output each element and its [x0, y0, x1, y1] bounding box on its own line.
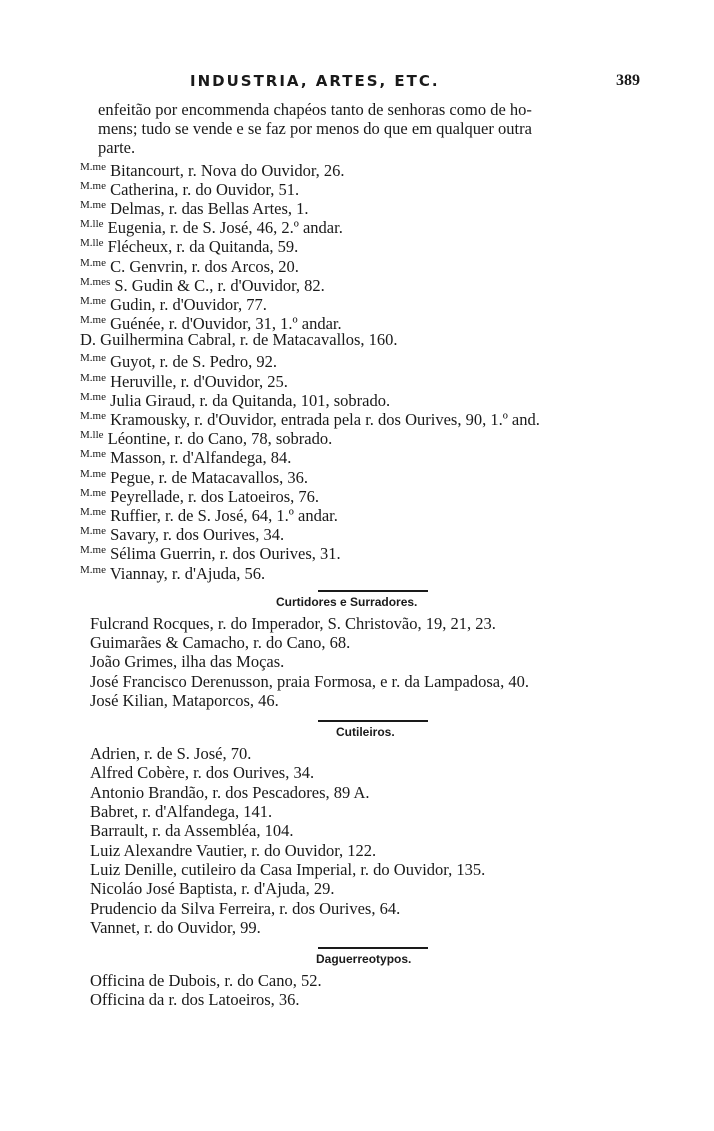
list-item: Officina da r. dos Latoeiros, 36.: [90, 990, 300, 1010]
honorific: M.me: [80, 314, 106, 327]
list-item: [80, 273, 650, 295]
honorific: M.me: [80, 467, 106, 480]
entry-text: Guyot, r. de S. Pedro, 92.: [110, 352, 277, 372]
milliner-list: [80, 158, 650, 583]
list-item: Guimarães & Camacho, r. do Cano, 68.: [90, 632, 351, 652]
section-list: [80, 744, 650, 937]
running-head-title: INDUSTRIA, ARTES, ETC.: [190, 72, 440, 90]
list-item: Vannet, r. do Ouvidor, 99.: [90, 917, 261, 937]
list-item: Nicoláo José Baptista, r. d'Ajuda, 29.: [90, 879, 335, 899]
section-heading: Curtidores e Surradores.: [276, 594, 418, 609]
honorific: M.me: [80, 352, 106, 365]
intro-line: enfeitão por encommenda chapéos tanto de senhoras como de ho-: [98, 100, 532, 119]
list-item: Prudencio da Silva Ferreira, r. dos Ourives, 64.: [90, 898, 401, 918]
entry-text: Gudin, r. d'Ouvidor, 77.: [110, 294, 267, 314]
list-item: [80, 522, 650, 545]
list-item: [80, 292, 650, 314]
section-curtidores: [80, 590, 650, 710]
list-item: [80, 330, 650, 349]
list-item: José Kilian, Mataporcos, 46.: [90, 690, 279, 710]
list-item: Officina de Dubois, r. do Cano, 52.: [90, 971, 322, 991]
entry-text: Kramousky, r. d'Ouvidor, entrada pela r. dos Ourives, 90, 1.º and.: [110, 410, 540, 429]
list-item: [80, 503, 650, 525]
entry-text: Delmas, r. das Bellas Artes, 1.: [110, 198, 309, 218]
entry-text: Masson, r. d'Alfandega, 84.: [110, 448, 292, 468]
honorific: M.me: [80, 294, 106, 307]
entry-text: Heruville, r. d'Ouvidor, 25.: [110, 371, 288, 391]
entry-text: Peyrellade, r. dos Latoeiros, 76.: [110, 486, 320, 506]
list-item: [80, 426, 650, 449]
entry-text: Pegue, r. de Matacavallos, 36.: [110, 467, 309, 487]
entry-text: Julia Giraud, r. da Quitanda, 101, sobrado.: [110, 390, 391, 410]
list-item: [80, 349, 650, 372]
entry-text: Catherina, r. do Ouvidor, 51.: [110, 179, 300, 199]
list-item: [80, 465, 650, 487]
list-item: Babret, r. d'Alfandega, 141.: [90, 802, 273, 822]
list-item: [80, 407, 650, 429]
page-body: [80, 100, 650, 1010]
honorific: M.lle: [80, 237, 104, 250]
section-cutileiros: [80, 720, 650, 937]
list-item: [80, 388, 650, 410]
honorific: M.mes: [80, 275, 111, 288]
honorific: M.me: [80, 544, 106, 557]
honorific: M.me: [80, 505, 106, 518]
list-item: [80, 177, 650, 199]
entry-text: Savary, r. dos Ourives, 34.: [110, 525, 285, 545]
section-heading: Daguerreotypos.: [316, 952, 412, 967]
list-item: [80, 445, 650, 468]
list-item: [80, 234, 650, 257]
entry-text: Guénée, r. d'Ouvidor, 31, 1.º andar.: [110, 314, 342, 334]
entry-text: S. Gudin & C., r. d'Ouvidor, 82.: [114, 275, 325, 295]
honorific: M.me: [80, 179, 106, 192]
section-daguerreotypos: [80, 947, 650, 1010]
list-item: [80, 158, 650, 180]
list-item: [80, 369, 650, 391]
honorific: M.me: [80, 256, 106, 269]
intro-line: parte.: [98, 138, 136, 158]
entry-text: Viannay, r. d'Ajuda, 56.: [109, 563, 266, 583]
list-item: [80, 484, 650, 506]
list-item: [80, 196, 650, 218]
list-item: Fulcrand Rocques, r. do Imperador, S. Christovão, 19, 21, 23.: [90, 613, 496, 633]
page-number: 389: [616, 72, 640, 89]
running-header: [190, 72, 640, 96]
list-item: Luiz Denille, cutileiro da Casa Imperial, r. do Ouvidor, 135.: [90, 859, 486, 879]
section-list: [80, 614, 650, 710]
list-item: Barrault, r. da Assembléa, 104.: [90, 821, 294, 841]
entry-text: Eugenia, r. de S. José, 46, 2.º andar.: [107, 218, 343, 238]
entry-text: Guilhermina Cabral, r. de Matacavallos, 160.: [100, 330, 398, 350]
honorific: M.me: [80, 390, 106, 403]
intro-line: mens; tudo se vende e se faz por menos do que em qualquer outra: [98, 119, 532, 139]
honorific: M.me: [80, 448, 106, 461]
list-item: Adrien, r. de S. José, 70.: [90, 744, 252, 764]
list-item: [80, 541, 650, 564]
honorific: M.me: [80, 486, 106, 499]
list-item: José Francisco Derenusson, praia Formosa, e r. da Lampadosa, 40.: [90, 671, 529, 691]
honorific: M.me: [80, 160, 106, 173]
section-heading: Cutileiros.: [336, 725, 395, 740]
honorific: M.me: [80, 198, 106, 211]
honorific: D.: [80, 330, 97, 350]
entry-text: Sélima Guerrin, r. dos Ourives, 31.: [110, 544, 341, 564]
honorific: M.lle: [80, 429, 104, 442]
intro-paragraph: [80, 100, 650, 158]
honorific: M.lle: [80, 218, 104, 231]
list-item: Luiz Alexandre Vautier, r. do Ouvidor, 122.: [90, 840, 377, 860]
entry-text: C. Genvrin, r. dos Arcos, 20.: [110, 256, 299, 276]
honorific: M.me: [80, 410, 106, 422]
list-item: Alfred Cobère, r. dos Ourives, 34.: [90, 763, 315, 783]
honorific: M.me: [80, 525, 106, 538]
list-item: [80, 254, 650, 276]
honorific: M.me: [80, 563, 106, 576]
list-item: [80, 561, 650, 583]
entry-text: Ruffier, r. de S. José, 64, 1.º andar.: [110, 505, 338, 525]
entry-text: Bitancourt, r. Nova do Ouvidor, 26.: [110, 160, 345, 180]
list-item: [80, 311, 650, 334]
list-item: [80, 215, 650, 238]
list-item: João Grimes, ilha das Moças.: [90, 652, 285, 672]
honorific: M.me: [80, 371, 106, 384]
entry-text: Léontine, r. do Cano, 78, sobrado.: [107, 429, 333, 449]
section-list: [80, 971, 650, 1010]
entry-text: Flécheux, r. da Quitanda, 59.: [107, 237, 299, 257]
list-item: Antonio Brandão, r. dos Pescadores, 89 A.: [90, 782, 370, 802]
